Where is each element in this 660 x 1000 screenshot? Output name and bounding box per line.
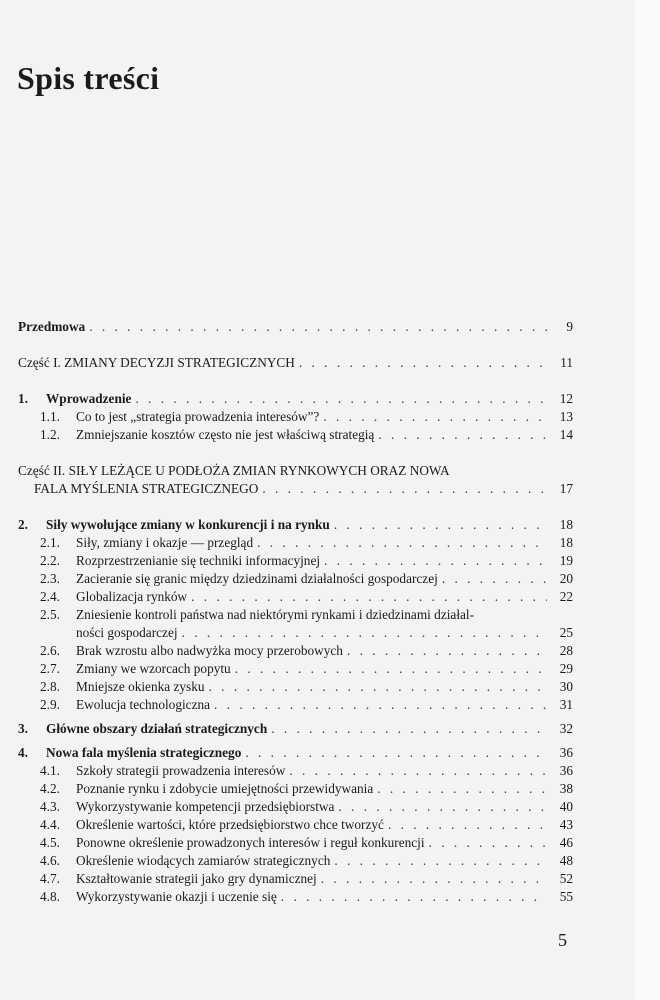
dot-leader	[214, 696, 547, 714]
page-title: Spis treści	[17, 60, 160, 96]
toc-entry-label: Siły, zmiany i okazje — przegląd	[76, 535, 254, 550]
toc-entry-label: Ponowne określenie prowadzonych interesów i reguł konkurencji	[76, 835, 425, 850]
toc-chapter-4[interactable]	[18, 744, 573, 762]
toc-entry-page: 29	[559, 661, 573, 676]
toc-entry-number: 2.3.	[40, 571, 60, 586]
toc-section-2-6[interactable]	[18, 642, 573, 660]
toc-entry-label: Określenie wiodących zamiarów strategicznych	[76, 853, 331, 868]
toc-entry-number: 4.4.	[40, 817, 60, 832]
toc-entry-number: 2.	[18, 517, 28, 532]
toc-entry-page: 12	[559, 391, 573, 406]
toc-entry-number: 2.9.	[40, 697, 60, 712]
toc-section-2-5[interactable]	[18, 606, 573, 642]
dot-leader	[442, 570, 547, 588]
dot-leader	[257, 534, 547, 552]
dot-leader	[281, 888, 547, 906]
toc-entry-number: 3.	[18, 721, 28, 736]
toc-part-2[interactable]	[18, 462, 573, 498]
dot-leader	[191, 588, 547, 606]
toc-entry-preface[interactable]	[18, 318, 573, 336]
dot-leader	[235, 660, 547, 678]
toc-chapter-3[interactable]	[18, 720, 573, 738]
toc-entry-page: 18	[559, 517, 573, 532]
toc-entry-label: Zacieranie się granic między dziedzinami działalności gospodarczej	[76, 571, 438, 586]
toc-section-1-2[interactable]	[18, 426, 573, 444]
toc-entry-page: 9	[566, 319, 573, 334]
toc-entry-number: 1.2.	[40, 427, 60, 442]
toc-section-4-2[interactable]	[18, 780, 573, 798]
toc-entry-label: Główne obszary działań strategicznych	[46, 721, 268, 736]
dot-leader	[271, 720, 547, 738]
toc-section-2-9[interactable]	[18, 696, 573, 714]
toc-entry-number: 4.6.	[40, 853, 60, 868]
dot-leader	[377, 780, 547, 798]
toc-chapter-2[interactable]	[18, 516, 573, 534]
dot-leader	[89, 318, 547, 336]
toc-entry-label: Mniejsze okienka zysku	[76, 679, 205, 694]
toc-entry-page: 28	[559, 643, 573, 658]
toc-section-2-1[interactable]	[18, 534, 573, 552]
toc-chapter-1[interactable]	[18, 390, 573, 408]
toc-section-4-6[interactable]	[18, 852, 573, 870]
toc-entry-page: 32	[559, 721, 573, 736]
toc-entry-page: 40	[559, 799, 573, 814]
toc-entry-label: Część I. ZMIANY DECYZJI STRATEGICZNYCH	[18, 355, 295, 370]
dot-leader	[324, 552, 547, 570]
toc-entry-line	[18, 480, 573, 498]
toc-entry-page: 48	[559, 853, 573, 868]
toc-entry-page: 18	[559, 535, 573, 550]
dot-leader	[334, 852, 547, 870]
dot-leader	[388, 816, 547, 834]
toc-entry-page: 17	[559, 481, 573, 496]
toc-entry-number: 4.5.	[40, 835, 60, 850]
toc-entry-page: 25	[559, 625, 573, 640]
toc-entry-label: Poznanie rynku i zdobycie umiejętności przewidywania	[76, 781, 374, 796]
toc-entry-number: 4.2.	[40, 781, 60, 796]
toc-entry-page: 46	[559, 835, 573, 850]
toc-entry-number: 4.1.	[40, 763, 60, 778]
dot-leader	[323, 408, 547, 426]
toc-entry-number: 4.7.	[40, 871, 60, 886]
toc-entry-label-line1: Część II. SIŁY LEŻĄCE U PODŁOŻA ZMIAN RYNKOWYCH ORAZ NOWA	[18, 463, 450, 478]
toc-section-2-3[interactable]	[18, 570, 573, 588]
dot-leader	[135, 390, 547, 408]
toc-entry-label: Co to jest „strategia prowadzenia interesów”?	[76, 409, 320, 424]
dot-leader	[378, 426, 547, 444]
toc-entry-label-line2: FALA MYŚLENIA STRATEGICZNEGO	[34, 481, 259, 496]
toc-entry-label: Zmiany we wzorcach popytu	[76, 661, 231, 676]
toc-section-4-7[interactable]	[18, 870, 573, 888]
toc-entry-label: Nowa fala myślenia strategicznego	[46, 745, 242, 760]
toc-entry-number: 2.6.	[40, 643, 60, 658]
table-of-contents	[18, 318, 573, 906]
toc-entry-label: Siły wywołujące zmiany w konkurencji i na rynku	[46, 517, 330, 532]
toc-entry-label-line2: ności gospodarczej	[76, 625, 178, 640]
toc-section-4-1[interactable]	[18, 762, 573, 780]
toc-entry-label: Ewolucja technologiczna	[76, 697, 211, 712]
dot-leader	[299, 354, 547, 372]
dot-leader	[321, 870, 547, 888]
toc-entry-label: Rozprzestrzenianie się techniki informacyjnej	[76, 553, 321, 568]
toc-entry-page: 36	[559, 745, 573, 760]
toc-entry-number: 2.2.	[40, 553, 60, 568]
toc-entry-number: 2.7.	[40, 661, 60, 676]
dot-leader	[262, 480, 547, 498]
toc-entry-label: Zmniejszanie kosztów często nie jest właściwą strategią	[76, 427, 375, 442]
dot-leader	[209, 678, 547, 696]
toc-entry-number: 2.5.	[40, 607, 60, 622]
toc-entry-number: 1.	[18, 391, 28, 406]
toc-entry-label: Przedmowa	[18, 319, 86, 334]
toc-section-2-4[interactable]	[18, 588, 573, 606]
toc-entry-number: 2.1.	[40, 535, 60, 550]
toc-entry-page: 13	[559, 409, 573, 424]
page-number: 5	[558, 930, 567, 950]
toc-entry-number: 2.8.	[40, 679, 60, 694]
toc-entry-page: 22	[559, 589, 573, 604]
toc-entry-label: Brak wzrostu albo nadwyżka mocy przerobowych	[76, 643, 343, 658]
toc-entry-page: 38	[559, 781, 573, 796]
toc-entry-label: Wprowadzenie	[46, 391, 132, 406]
toc-entry-number: 4.8.	[40, 889, 60, 904]
toc-entry-page: 11	[560, 355, 573, 370]
toc-entry-label: Wykorzystywanie okazji i uczenie się	[76, 889, 277, 904]
toc-entry-page: 20	[559, 571, 573, 586]
toc-entry-label: Określenie wartości, które przedsiębiorstwo chce tworzyć	[76, 817, 384, 832]
toc-part-1[interactable]	[18, 354, 573, 372]
dot-leader	[338, 798, 547, 816]
toc-section-4-5[interactable]	[18, 834, 573, 852]
page-edge	[634, 0, 660, 1000]
dot-leader	[334, 516, 547, 534]
toc-entry-page: 19	[559, 553, 573, 568]
toc-entry-line	[18, 606, 573, 624]
toc-section-2-2[interactable]	[18, 552, 573, 570]
toc-entry-page: 31	[559, 697, 573, 712]
toc-entry-page: 52	[559, 871, 573, 886]
toc-section-2-8[interactable]	[18, 678, 573, 696]
toc-section-2-7[interactable]	[18, 660, 573, 678]
toc-entry-label: Kształtowanie strategii jako gry dynamicznej	[76, 871, 317, 886]
toc-entry-label: Szkoły strategii prowadzenia interesów	[76, 763, 286, 778]
dot-leader	[182, 624, 547, 642]
dot-leader	[289, 762, 547, 780]
toc-entry-label-line1: Zniesienie kontroli państwa nad niektórymi rynkami i dziedzinami działal-	[76, 607, 475, 622]
toc-entry-number: 2.4.	[40, 589, 60, 604]
toc-entry-number: 4.	[18, 745, 28, 760]
toc-entry-page: 30	[559, 679, 573, 694]
toc-entry-label: Globalizacja rynków	[76, 589, 188, 604]
toc-section-1-1[interactable]	[18, 408, 573, 426]
dot-leader	[245, 744, 547, 762]
toc-section-4-4[interactable]	[18, 816, 573, 834]
toc-entry-line	[18, 462, 573, 480]
toc-entry-page: 55	[559, 889, 573, 904]
dot-leader	[429, 834, 547, 852]
toc-entry-line	[18, 624, 573, 642]
toc-entry-number: 4.3.	[40, 799, 60, 814]
toc-entry-page: 14	[559, 427, 573, 442]
dot-leader	[347, 642, 547, 660]
toc-section-4-3[interactable]	[18, 798, 573, 816]
toc-entry-number: 1.1.	[40, 409, 60, 424]
toc-entry-page: 43	[559, 817, 573, 832]
toc-entry-label: Wykorzystywanie kompetencji przedsiębiorstwa	[76, 799, 335, 814]
toc-entry-page: 36	[559, 763, 573, 778]
toc-section-4-8[interactable]	[18, 888, 573, 906]
